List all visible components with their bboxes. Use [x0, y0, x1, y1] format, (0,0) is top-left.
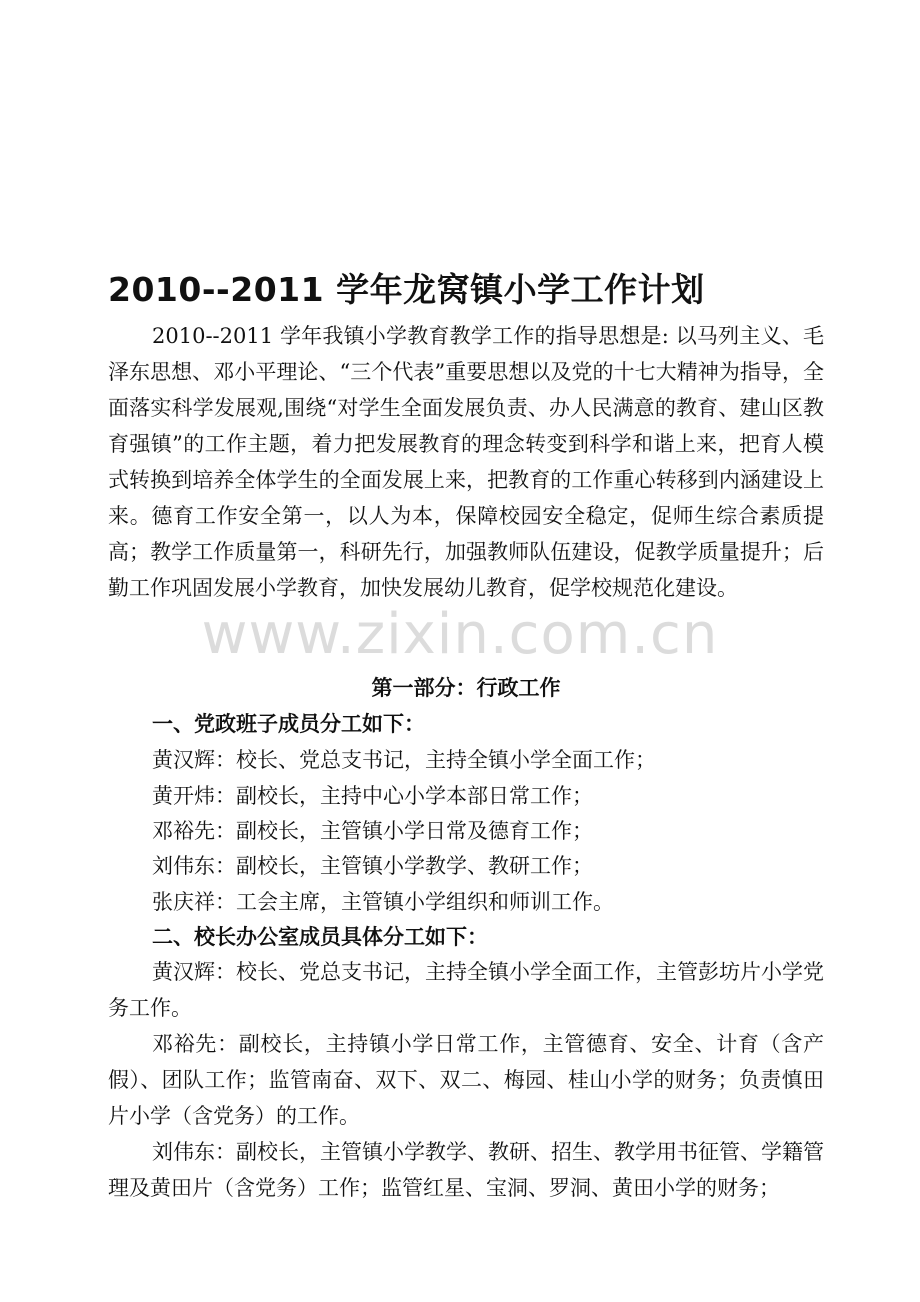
office-duty-paragraph-2: 邓裕先：副校长，主持镇小学日常工作，主管德育、安全、计育（含产假）、团队工作；监管南奋、双下、双二、梅园、桂山小学的财务；负责慎田片小学（含党务）的工作。	[108, 1032, 824, 1128]
document-title: 2010--2011 学年龙窝镇小学工作计划	[108, 270, 705, 309]
section1-heading: 一、党政班子成员分工如下：	[152, 712, 425, 736]
office-duty-paragraph-3: 刘伟东：副校长，主管镇小学教学、教研、招生、教学用书征管、学籍管理及黄田片（含党务）工作；监管红星、宝洞、罗洞、黄田小学的财务；	[108, 1140, 824, 1200]
office-duty-paragraph-1: 黄汉辉：校长、党总支书记，主持全镇小学全面工作，主管彭坊片小学党务工作。	[108, 960, 824, 1020]
section2-heading: 二、校长办公室成员具体分工如下：	[152, 925, 488, 949]
duty-line-4: 刘伟东：副校长，主管镇小学教学、教研工作；	[152, 854, 593, 878]
intro-paragraph: 2010--2011 学年我镇小学教育教学工作的指导思想是: 以马列主义、毛泽东思想、邓小平理论、“三个代表”重要思想以及党的十七大精神为指导，全面落实科学发展观,围绕“对学生全面发展负责、办人民满意的教育、建山区教育强镇”的工作主题，着力把发展教育的理念转变到科学和谐上来，把育人模式转换到培养全体学生的全面发展上来，把教育的工作重心转移到内涵建设上来。德育工作安全第一，以人为本，保障校园安全稳定，促师生综合素质提高；教学工作质量第一，科研先行，加强教师队伍建设，促教学质量提升；后勤工作巩固发展小学教育，加快发展幼儿教育，促学校规范化建设。	[108, 324, 824, 600]
duty-line-2: 黄开炜：副校长，主持中心小学本部日常工作；	[152, 784, 593, 808]
duty-line-1: 黄汉辉：校长、党总支书记，主持全镇小学全面工作；	[152, 748, 656, 772]
duty-line-5: 张庆祥：工会主席，主管镇小学组织和师训工作。	[152, 890, 614, 914]
duty-line-3: 邓裕先：副校长，主管镇小学日常及德育工作；	[152, 819, 593, 843]
watermark: www.zixin.com.cn	[201, 602, 719, 667]
part1-heading: 第一部分：行政工作	[371, 676, 561, 700]
